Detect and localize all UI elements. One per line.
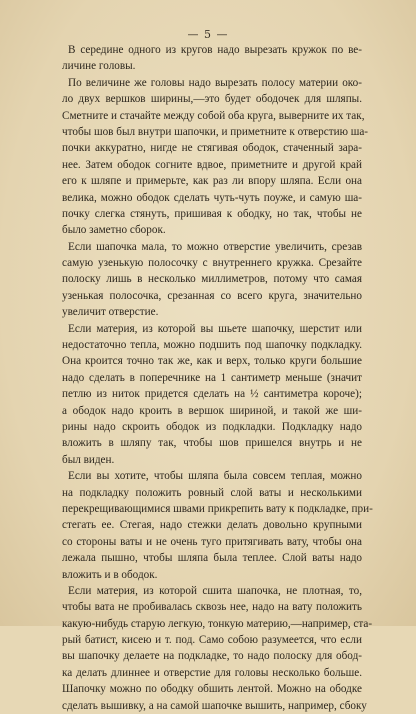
text-line: Шапочку можно по ободку обшить лентой. Можно на ободке <box>62 683 362 696</box>
text-line: ло двух вершков ширины,—это будет ободочек для шляпы. <box>62 93 362 106</box>
text-line: самую узенькую полосочку с внутреннего кружка. Срезайте <box>62 257 362 270</box>
text-line: чтобы вата не пробивалась сквозь нее, надо на вату положить <box>62 601 362 614</box>
text-line: нее. Затем ободок согните вдвое, приметните и другой край <box>62 158 362 171</box>
text-line: а ободок надо кроить в вершок шириной, и такой же ши- <box>62 404 362 417</box>
text-line: лежала пышно, чтобы шляпа была теплее. Слой ваты надо <box>62 552 362 565</box>
text-line: Если шапочка мала, то можно отверстие увеличить, срезав <box>68 240 362 253</box>
text-line: ка делать длиннее и отверстие для головы несколько больше. <box>62 666 362 679</box>
text-line: петлю из ниток придется сделать на ½ сантиметра короче); <box>62 388 362 401</box>
text-line: В середине одного из кругов надо вырезать кружок по ве- <box>68 44 362 56</box>
text-line: чтобы шов был внутри шапочки, и приметните к отверстию ша- <box>62 125 369 138</box>
page-number: — 5 — <box>187 28 229 41</box>
body-text <box>62 42 373 714</box>
text-line: личине головы. <box>62 60 136 73</box>
text-line: рины надо скроить ободок из подкладки. Подкладку надо <box>62 420 362 433</box>
text-line: узенькая полосочка, срезанная со всего круга, значительно <box>62 289 362 302</box>
text-line: Сметните и стачайте между собой оба круга, выверните их так, <box>62 109 365 122</box>
text-line: полоску лишь в несколько миллиметров, потому что самая <box>62 273 362 286</box>
text-line: было заметно сборок. <box>62 224 166 237</box>
text-line: почку слегка стянуть, пришивая к ободку, но так, чтобы не <box>62 207 362 220</box>
text-line: стегать ее. Стегая, надо стежки делать довольно крупными <box>62 519 362 532</box>
text-line: на подкладку положить ровный слой ваты и несколькими <box>62 486 362 499</box>
text-line: со стороны ваты и не очень туго притягивать вату, чтобы она <box>62 535 362 548</box>
text-line: вложить и в ободок. <box>62 568 158 581</box>
text-line: рый батист, кисею и т. под. Само собою разумеется, что если <box>62 634 362 647</box>
text-line: недостаточно тепла, можно подшить под шапочку подкладку. <box>62 339 362 352</box>
text-line: какую-нибудь старую легкую, тонкую материю,—например, ста- <box>62 617 373 630</box>
text-line: увеличит отверстие. <box>62 306 159 319</box>
text-line: был виден. <box>62 453 115 466</box>
text-line: Если материя, из которой вы шьете шапочку, шерстит или <box>68 322 362 335</box>
text-line: Если вы хотите, чтобы шляпа была совсем теплая, можно <box>68 470 362 483</box>
text-line: перекрещивающимися швами прикрепить вату к подкладке, при- <box>62 502 373 515</box>
text-line: По величине же головы надо вырезать полосу материи око- <box>68 76 362 89</box>
text-line: сделать вышивку, а на самой шапочке вышить, например, сбоку <box>62 699 367 712</box>
text-line: вы шапочку делаете на подкладке, то надо полоску для обод- <box>62 650 362 663</box>
text-line: его к шляпе и примерьте, как раз ли впору шляпа. Если она <box>62 175 362 188</box>
text-line: велика, можно ободок сделать чуть-чуть поуже, и самую ша- <box>62 191 362 204</box>
text-line: почки аккуратно, нигде не стягивая ободок, стаченный зара- <box>62 142 362 155</box>
text-line: Если материя, из которой сшита шапочка, не плотная, то, <box>68 584 362 597</box>
text-line: Она кроится точно так же, как и верх, только круги большие <box>62 355 362 368</box>
text-line: вложить в шляпу так, чтобы шов пришелся внутрь и не <box>62 437 362 450</box>
text-line: надо сделать в поперечнике на 1 сантиметр меньше (значит <box>62 371 362 384</box>
